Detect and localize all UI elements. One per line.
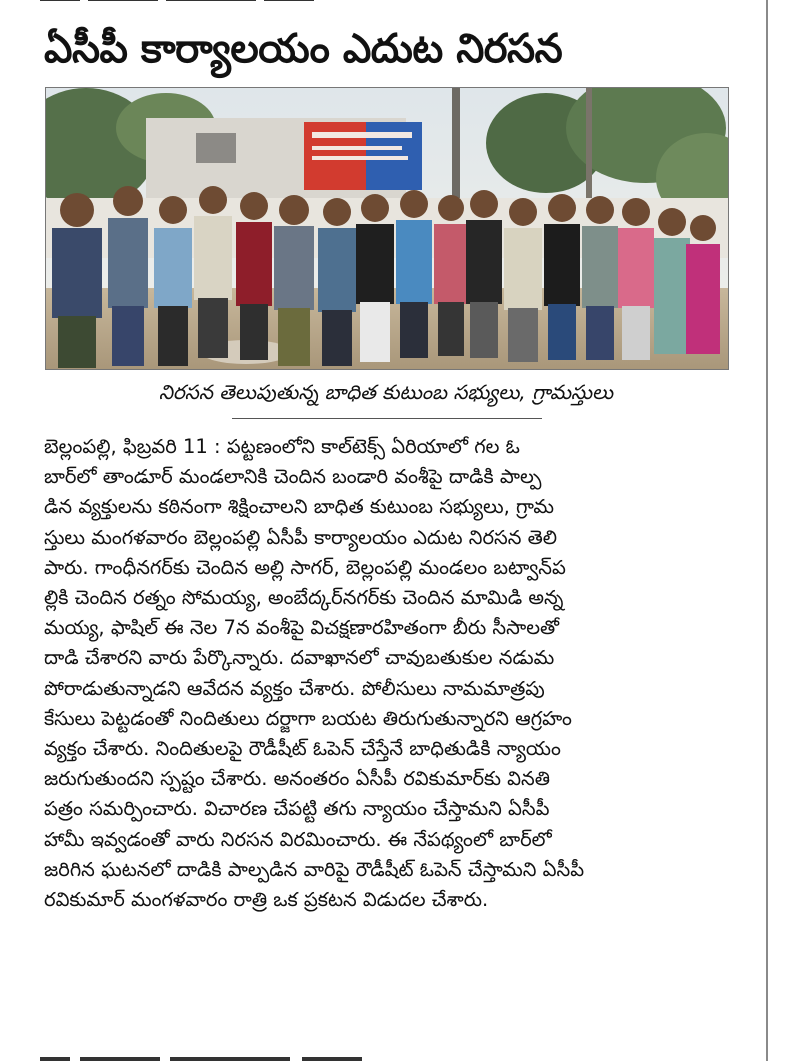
clipped-text-remnant	[40, 1055, 380, 1061]
body-line: డిన వ్యక్తులను కఠినంగా శిక్షించాలని బాధిత కుటుంబ సభ్యులు, గ్రామ	[44, 495, 554, 519]
caption-underline	[232, 418, 542, 419]
body-line: పోరాడుతున్నాడని ఆవేదన వ్యక్తం చేశారు. పోలీసులు నామమాత్రపు	[44, 676, 545, 700]
body-line: జరిగిన ఘటనలో దాడికి పాల్పడిన వారిపై రౌడీషీట్ ఓపెన్ చేస్తామని ఏసీపీ	[44, 857, 585, 881]
clipped-text-remnant	[40, 0, 380, 7]
body-line: పారు. గాంధీనగర్‌కు చెందిన అల్లి సాగర్, బెల్లంపల్లి మండలం బట్వాన్‌ప	[44, 555, 566, 579]
body-line: వ్యక్తం చేశారు. నిందితులపై రౌడీషీట్ ఓపెన్ చేస్తేనే బాధితుడికి న్యాయం	[44, 737, 561, 761]
body-line: కేసులు పెట్టడంతో నిందితులు దర్జాగా బయట తిరుగుతున్నారని ఆగ్రహం	[44, 706, 572, 730]
previous-article-fragment	[40, 0, 380, 7]
column-divider	[766, 0, 768, 1061]
body-line: బెల్లంపల్లి, ఫిబ్రవరి 11 : పట్టణంలోని కాల్‌టెక్స్ ఏరియాలో గల ఓ	[44, 435, 520, 458]
article-body	[44, 432, 744, 915]
protest-group-photo	[46, 88, 728, 369]
body-line: స్తులు మంగళవారం బెల్లంపల్లి ఏసీపీ కార్యాలయం ఎదుట నిరసన తెలి	[44, 525, 558, 549]
next-article-fragment	[40, 1050, 380, 1061]
body-line: పత్రం సమర్పించారు. విచారణ చేపట్టి తగు న్యాయం చేస్తామని ఏసీపీ	[44, 797, 550, 821]
body-line: హామీ ఇవ్వడంతో వారు నిరసన విరమించారు. ఈ నేపథ్యంలో బార్‌లో	[44, 827, 552, 851]
body-line: మయ్య, ఫాషిల్ ఈ నెల 7న వంశీపై విచక్షణారహితంగా బీరు సీసాలతో	[44, 616, 560, 640]
news-photo	[45, 87, 729, 370]
article-headline: ఏసీపీ కార్యాలయం ఎదుట నిరసన	[44, 26, 563, 72]
body-line: ల్లికి చెందిన రత్నం సోమయ్య, అంబేద్కర్‌నగర్‌కు చెందిన మామిడి అన్న	[44, 586, 564, 610]
body-line: బార్‌లో తాండూర్ మండలానికి చెందిన బండారి వంశీపై దాడికి పాల్ప	[44, 465, 542, 489]
body-line: జరుగుతుందని స్పష్టం చేశారు. అనంతరం ఏసీపీ రవికుమార్‌కు వినతి	[44, 767, 550, 791]
photo-caption: నిరసన తెలుపుతున్న బాధిత కుటుంబ సభ్యులు, గ్రామస్తులు	[158, 380, 614, 404]
body-line: రవికుమార్ మంగళవారం రాత్రి ఒక ప్రకటన విడుదల చేశారు.	[44, 888, 489, 912]
body-line: దాడి చేశారని వారు పేర్కొన్నారు. దవాఖానలో చావుబతుకుల నడుమ	[44, 646, 555, 670]
